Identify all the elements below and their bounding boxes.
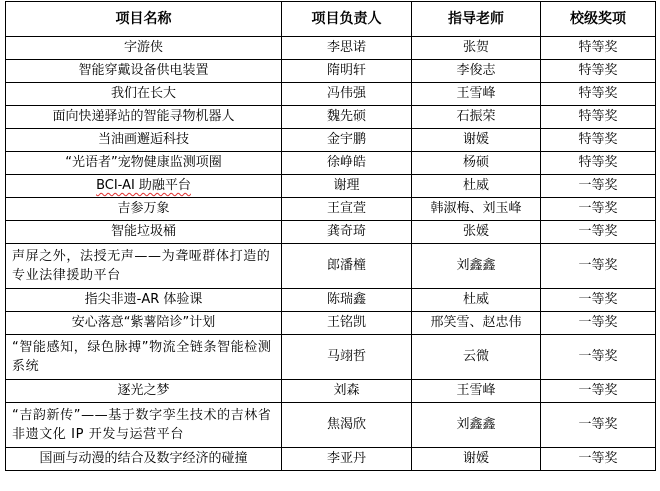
project-leader: 王铭凯 xyxy=(282,312,412,335)
table-row xyxy=(6,403,656,448)
table-row xyxy=(6,106,656,129)
table-row xyxy=(6,152,656,175)
table-row xyxy=(6,448,656,471)
header-project-name: 项目名称 xyxy=(6,2,282,37)
advisor: 刘鑫鑫 xyxy=(412,403,541,448)
project-leader: 龚奇琦 xyxy=(282,221,412,244)
award: 一等奖 xyxy=(541,221,656,244)
advisor: 邢笑雪、赵忠伟 xyxy=(412,312,541,335)
advisor: 谢媛 xyxy=(412,129,541,152)
advisor: 杜威 xyxy=(412,289,541,312)
project-name: 吉参万象 xyxy=(6,198,282,221)
header-award: 校级奖项 xyxy=(541,2,656,37)
project-leader: 马翊哲 xyxy=(282,335,412,380)
project-name: “光语者”宠物健康监测项圈 xyxy=(6,152,282,175)
advisor: 王雪峰 xyxy=(412,380,541,403)
award: 一等奖 xyxy=(541,335,656,380)
project-leader: 李思诺 xyxy=(282,37,412,60)
project-leader: 徐峥皓 xyxy=(282,152,412,175)
award: 一等奖 xyxy=(541,448,656,471)
award: 一等奖 xyxy=(541,289,656,312)
award: 一等奖 xyxy=(541,312,656,335)
award: 特等奖 xyxy=(541,83,656,106)
table-row xyxy=(6,198,656,221)
header-advisor: 指导老师 xyxy=(412,2,541,37)
table-row xyxy=(6,83,656,106)
advisor: 杨硕 xyxy=(412,152,541,175)
project-leader: 魏先硕 xyxy=(282,106,412,129)
project-leader: 焦渴欣 xyxy=(282,403,412,448)
project-leader: 陈瑞鑫 xyxy=(282,289,412,312)
advisor: 谢媛 xyxy=(412,448,541,471)
advisor: 刘鑫鑫 xyxy=(412,244,541,289)
project-name: 字游侠 xyxy=(6,37,282,60)
award: 一等奖 xyxy=(541,380,656,403)
project-leader: 冯伟强 xyxy=(282,83,412,106)
table-row xyxy=(6,37,656,60)
award: 特等奖 xyxy=(541,152,656,175)
project-name: “吉韵新传”——基于数字孪生技术的吉林省非遗文化 IP 开发与运营平台 xyxy=(6,403,282,448)
advisor: 李俊志 xyxy=(412,60,541,83)
table-row xyxy=(6,175,656,198)
header-row xyxy=(6,2,656,37)
project-name: 智能垃圾桶 xyxy=(6,221,282,244)
project-name: 指尖非遗-AR 体验课 xyxy=(6,289,282,312)
table-row xyxy=(6,289,656,312)
project-leader: 刘森 xyxy=(282,380,412,403)
advisor: 云微 xyxy=(412,335,541,380)
project-name: 声屏之外，法授无声——为聋哑群体打造的专业法律援助平台 xyxy=(6,244,282,289)
awards-table xyxy=(5,1,656,471)
advisor: 石振荣 xyxy=(412,106,541,129)
project-name: 当油画邂逅科技 xyxy=(6,129,282,152)
award: 特等奖 xyxy=(541,129,656,152)
table-row xyxy=(6,335,656,380)
project-name: 安心落意“紫薯陪诊”计划 xyxy=(6,312,282,335)
project-name: “智能感知，绿色脉搏”物流全链条智能检测系统 xyxy=(6,335,282,380)
project-name: 智能穿戴设备供电装置 xyxy=(6,60,282,83)
project-leader: 李亚丹 xyxy=(282,448,412,471)
table-row xyxy=(6,60,656,83)
project-name xyxy=(6,175,282,198)
award: 特等奖 xyxy=(541,60,656,83)
project-name: 面向快递驿站的智能寻物机器人 xyxy=(6,106,282,129)
table-row xyxy=(6,129,656,152)
award: 一等奖 xyxy=(541,403,656,448)
project-name-text: BCI-AI 助融平台 xyxy=(96,178,191,193)
table-row xyxy=(6,244,656,289)
project-leader: 王宣萱 xyxy=(282,198,412,221)
table-row xyxy=(6,380,656,403)
project-name: 逐光之梦 xyxy=(6,380,282,403)
advisor: 韩淑梅、刘玉峰 xyxy=(412,198,541,221)
header-project-leader: 项目负责人 xyxy=(282,2,412,37)
award: 一等奖 xyxy=(541,175,656,198)
award: 特等奖 xyxy=(541,37,656,60)
advisor: 王雪峰 xyxy=(412,83,541,106)
project-name: 我们在长大 xyxy=(6,83,282,106)
project-leader: 金宇鹏 xyxy=(282,129,412,152)
project-leader: 谢理 xyxy=(282,175,412,198)
award: 特等奖 xyxy=(541,106,656,129)
project-leader: 郎潘橦 xyxy=(282,244,412,289)
advisor: 杜威 xyxy=(412,175,541,198)
project-leader: 隋明轩 xyxy=(282,60,412,83)
award: 一等奖 xyxy=(541,244,656,289)
project-name: 国画与动漫的结合及数字经济的碰撞 xyxy=(6,448,282,471)
table-row xyxy=(6,312,656,335)
table-row xyxy=(6,221,656,244)
advisor: 张媛 xyxy=(412,221,541,244)
advisor: 张贺 xyxy=(412,37,541,60)
award: 一等奖 xyxy=(541,198,656,221)
